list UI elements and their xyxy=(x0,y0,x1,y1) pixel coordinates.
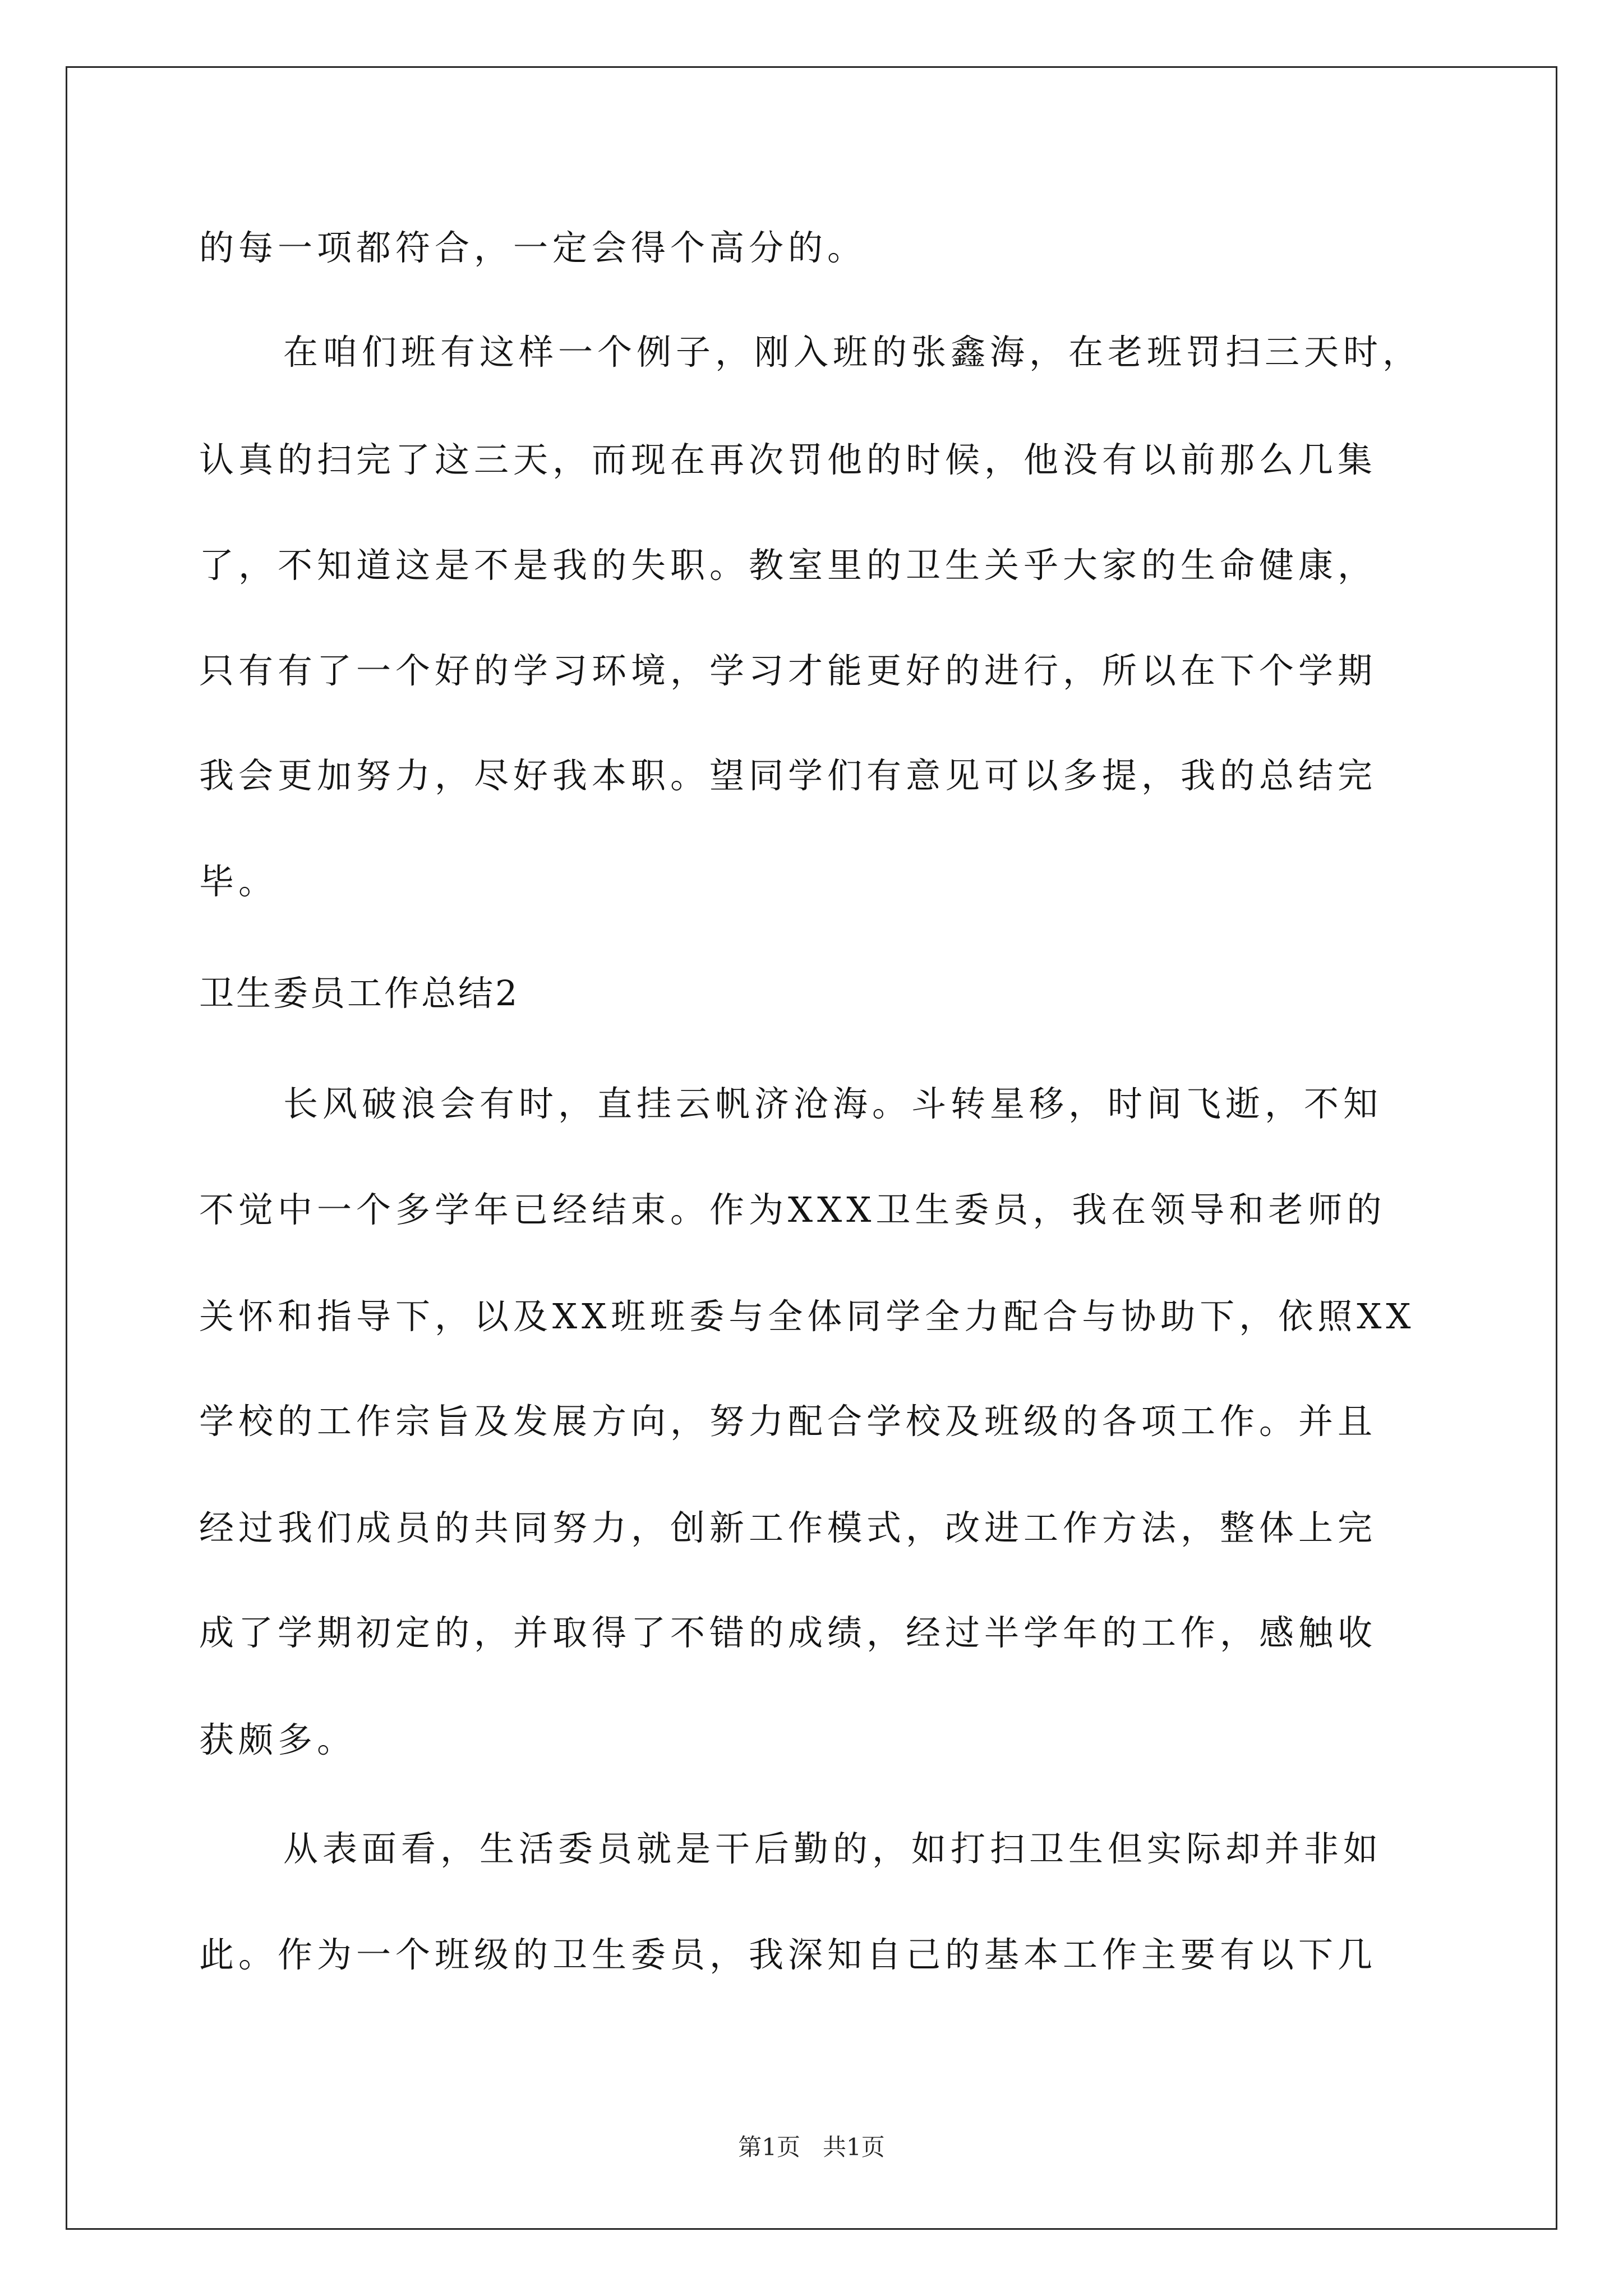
paragraph-line: 了，不知道这是不是我的失职。教室里的卫生关乎大家的生命健康， xyxy=(199,545,1377,586)
page-number-footer: 第1页 共1页 xyxy=(738,2133,885,2161)
section-heading: 卫生委员工作总结2 xyxy=(199,973,520,1014)
paragraph-line: 成了学期初定的，并取得了不错的成绩，经过半学年的工作，感触收 xyxy=(199,1612,1377,1653)
paragraph-line: 关怀和指导下，以及XX班班委与全体同学全力配合与协助下，依照XX xyxy=(199,1296,1415,1337)
paragraph-line: 长风破浪会有时，直挂云帆济沧海。斗转星移，时间飞逝，不知 xyxy=(283,1083,1383,1124)
paragraph-line: 不觉中一个多学年已经结束。作为XXX卫生委员，我在领导和老师的 xyxy=(199,1189,1386,1230)
paragraph-line: 学校的工作宗旨及发展方向，努力配合学校及班级的各项工作。并且 xyxy=(199,1401,1377,1442)
paragraph-line: 从表面看，生活委员就是干后勤的，如打扫卫生但实际却并非如 xyxy=(283,1828,1383,1869)
paragraph-line: 获颇多。 xyxy=(199,1719,357,1760)
paragraph-line: 在咱们班有这样一个例子，刚入班的张鑫海，在老班罚扫三天时， xyxy=(283,332,1422,372)
paragraph-line: 我会更加努力，尽好我本职。望同学们有意见可以多提，我的总结完 xyxy=(199,755,1377,796)
paragraph-line: 经过我们成员的共同努力，创新工作模式，改进工作方法，整体上完 xyxy=(199,1507,1377,1548)
paragraph-line: 毕。 xyxy=(199,861,278,902)
paragraph-line: 认真的扫完了这三天，而现在再次罚他的时候，他没有以前那么几集 xyxy=(199,439,1377,480)
paragraph-line: 只有有了一个好的学习环境，学习才能更好的进行，所以在下个学期 xyxy=(199,650,1377,691)
paragraph-line: 的每一项都符合，一定会得个高分的。 xyxy=(199,227,867,268)
page-border xyxy=(66,66,1557,2230)
paragraph-line: 此。作为一个班级的卫生委员，我深知自己的基本工作主要有以下几 xyxy=(199,1934,1377,1975)
